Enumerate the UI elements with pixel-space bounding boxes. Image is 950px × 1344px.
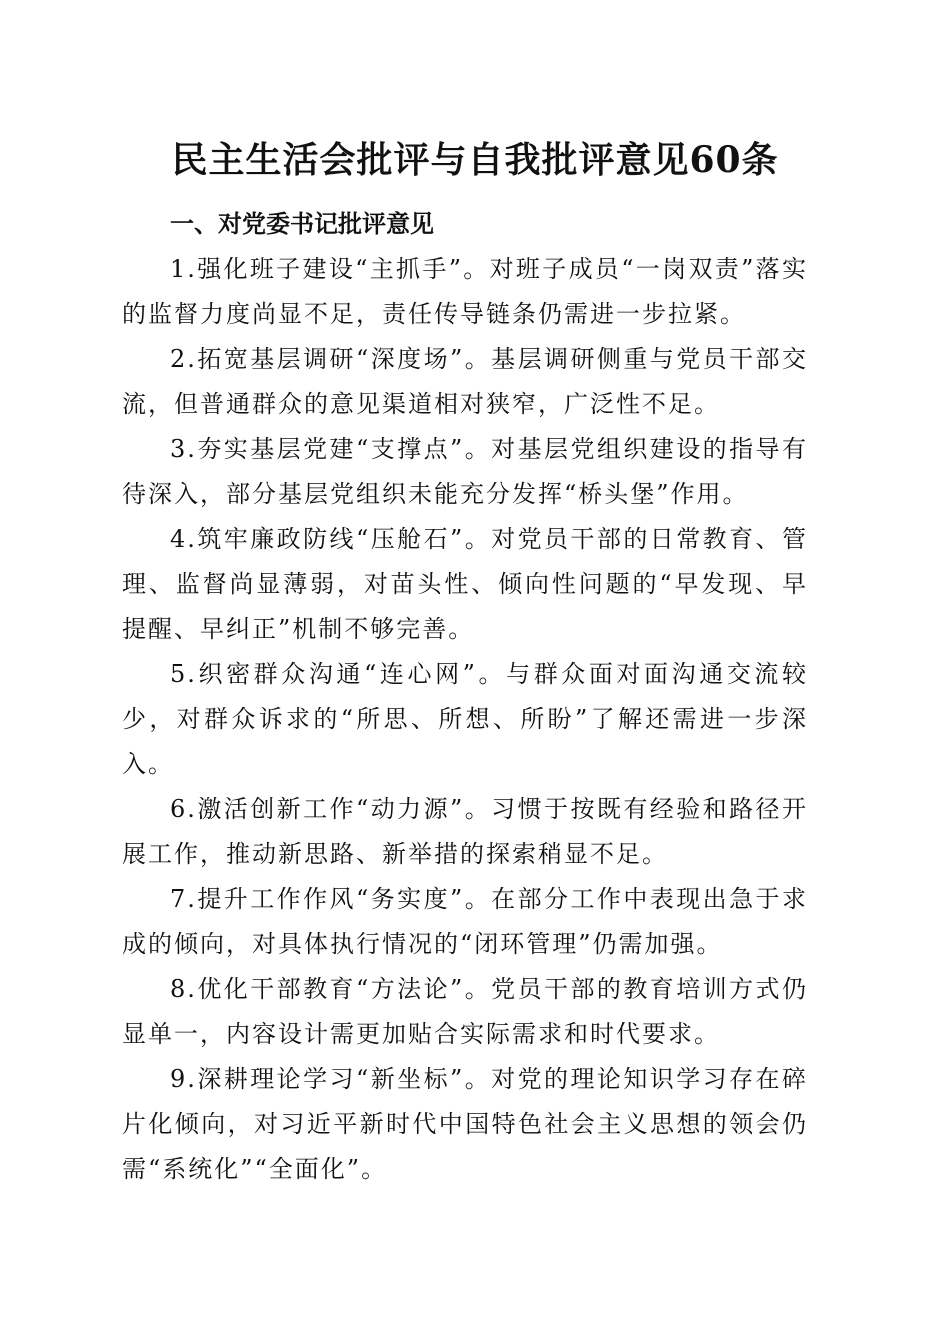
opinion-item-7: 7.提升工作作风“务实度”。在部分工作中表现出急于求成的倾向，对具体执行情况的“闭环管理”仍需加强。 (122, 885, 808, 958)
opinion-item-1: 1.强化班子建设“主抓手”。对班子成员“一岗双责”落实的监督力度尚显不足，责任传导链条仍需进一步拉紧。 (122, 255, 808, 328)
opinion-item-6: 6.激活创新工作“动力源”。习惯于按既有经验和路径开展工作，推动新思路、新举措的探索稍显不足。 (122, 795, 808, 868)
opinion-item-4: 4.筑牢廉政防线“压舱石”。对党员干部的日常教育、管理、监督尚显薄弱，对苗头性、倾向性问题的“早发现、早提醒、早纠正”机制不够完善。 (122, 525, 808, 643)
opinion-list (122, 247, 808, 1192)
opinion-item-3: 3.夯实基层党建“支撑点”。对基层党组织建设的指导有待深入，部分基层党组织未能充分发挥“桥头堡”作用。 (122, 435, 808, 508)
opinion-item-9: 9.深耕理论学习“新坐标”。对党的理论知识学习存在碎片化倾向，对习近平新时代中国特色社会主义思想的领会仍需“系统化”“全面化”。 (122, 1065, 808, 1183)
opinion-item-2: 2.拓宽基层调研“深度场”。基层调研侧重与党员干部交流，但普通群众的意见渠道相对狭窄，广泛性不足。 (122, 345, 808, 418)
opinion-item-5: 5.织密群众沟通“连心网”。与群众面对面沟通交流较少，对群众诉求的“所思、所想、所盼”了解还需进一步深入。 (122, 660, 808, 778)
opinion-item-8: 8.优化干部教育“方法论”。党员干部的教育培训方式仍显单一，内容设计需更加贴合实际需求和时代要求。 (122, 975, 808, 1048)
section-heading: 一、对党委书记批评意见 (170, 210, 434, 238)
document-title: 民主生活会批评与自我批评意见60条 (171, 139, 779, 181)
